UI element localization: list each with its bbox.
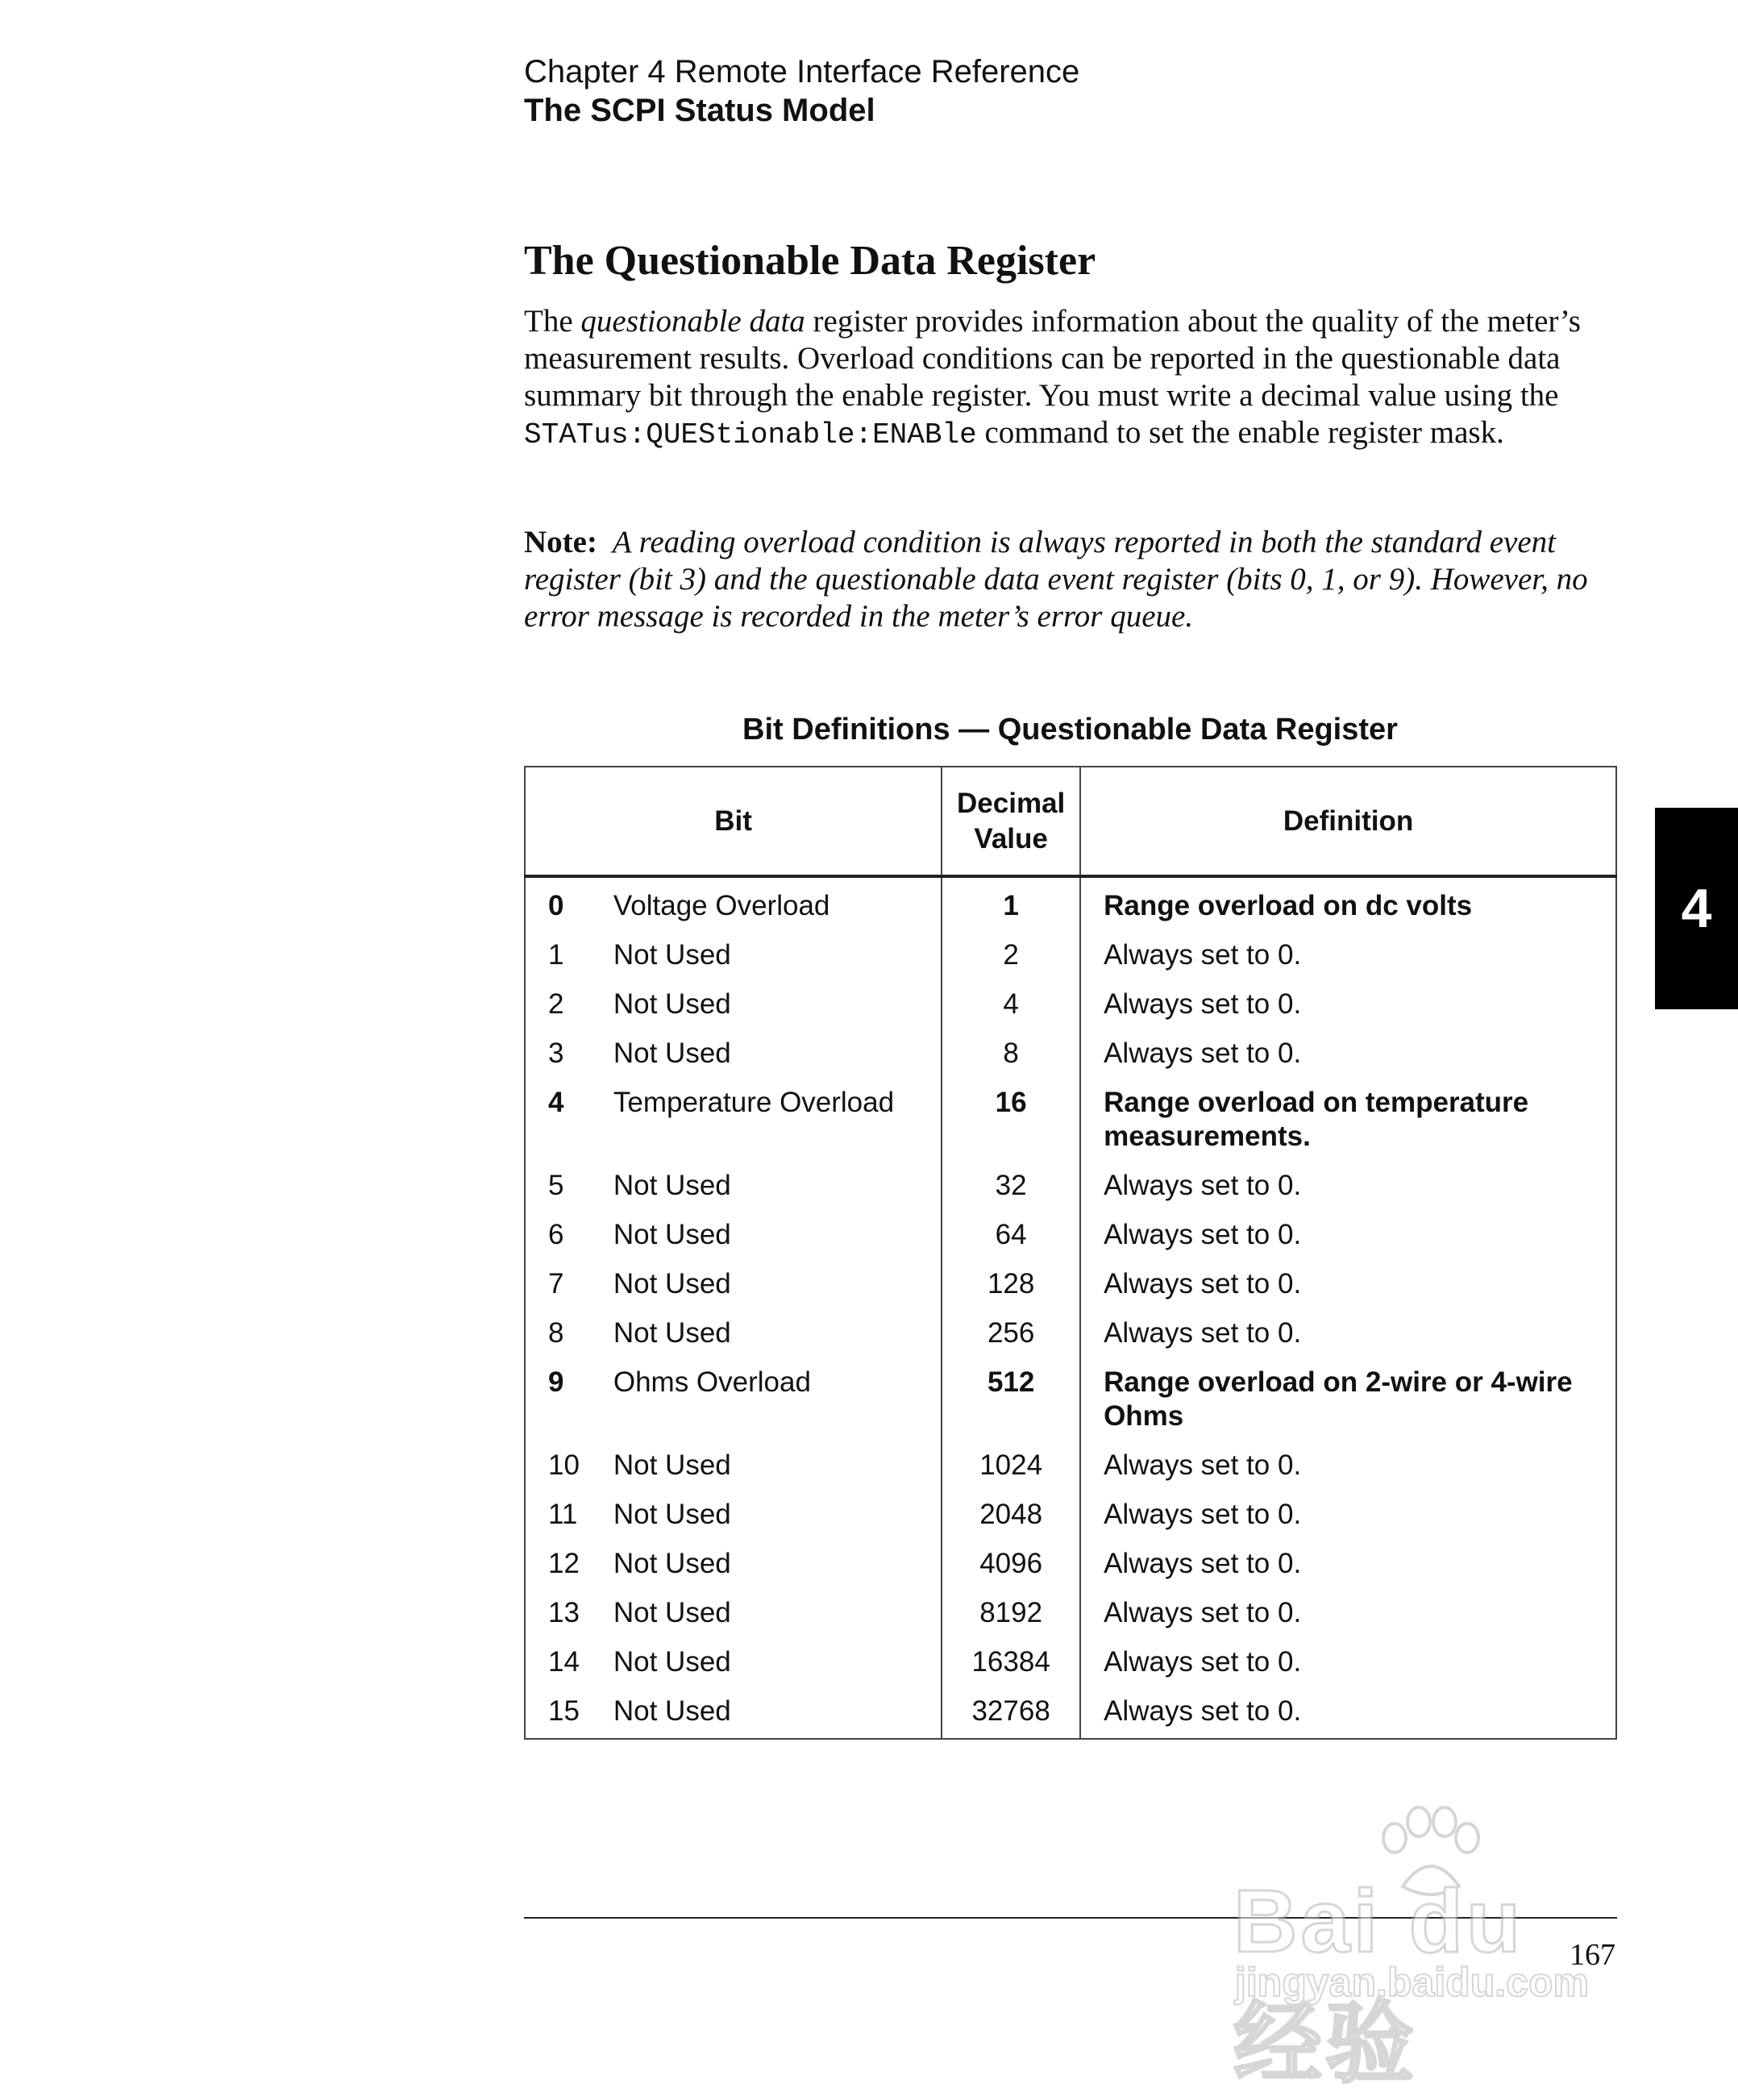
baidu-watermark — [1233, 1806, 1636, 2094]
bit-name-cell: Not Used — [613, 988, 731, 1020]
table-row — [525, 1687, 1616, 1739]
table-row — [525, 1079, 1616, 1162]
table-row — [525, 1589, 1616, 1638]
table-row — [525, 1491, 1616, 1540]
definition-cell: Always set to 0. — [1104, 1499, 1302, 1530]
body-text-post: command to set the enable register mask. — [976, 415, 1504, 450]
bit-name-cell: Not Used — [613, 1268, 731, 1300]
bit-number-cell: 14 — [548, 1646, 580, 1678]
bit-number-cell: 15 — [548, 1695, 580, 1727]
running-header-section: The SCPI Status Model — [524, 93, 875, 128]
bit-number-cell: 11 — [548, 1499, 578, 1530]
table-row — [525, 876, 1616, 931]
header-decimal-value — [942, 767, 1080, 876]
definition-cell: Always set to 0. — [1104, 1038, 1302, 1069]
bit-number-cell: 5 — [548, 1170, 564, 1201]
definition-cell: Range overload on dc volts — [1104, 890, 1473, 921]
decimal-value-cell: 512 — [942, 1358, 1080, 1441]
definition-cell: Range overload on temperature measurements. — [1104, 1087, 1529, 1152]
bit-number-cell: 3 — [548, 1038, 564, 1069]
definition-cell: Always set to 0. — [1104, 1449, 1302, 1481]
decimal-value-cell: 16 — [942, 1079, 1080, 1162]
bit-name-cell: Not Used — [613, 1170, 731, 1201]
table-row — [525, 1211, 1616, 1260]
header-decimal-line1: Decimal — [957, 787, 1066, 819]
running-header-chapter: Chapter 4 Remote Interface Reference — [524, 54, 1080, 89]
bit-name-cell: Temperature Overload — [613, 1087, 895, 1118]
body-text-mid: register provides information about the quality of the meter’s measurement results. Overload conditions can be reported in the questionable data summary bit through the enable register. You must write a decimal value using the — [524, 304, 1581, 413]
bit-name-cell: Not Used — [613, 1695, 731, 1727]
table-header-row — [525, 767, 1616, 876]
bit-number-cell: 0 — [548, 890, 564, 921]
bit-number-cell: 7 — [548, 1268, 564, 1300]
bit-number-cell: 12 — [548, 1548, 580, 1579]
definition-cell: Always set to 0. — [1104, 988, 1302, 1020]
bit-name-cell: Ohms Overload — [613, 1366, 811, 1398]
watermark-url: jingyan.baidu.com — [1235, 1960, 1589, 2005]
bit-name-cell: Not Used — [613, 1548, 731, 1579]
page-number: 167 — [1570, 1938, 1615, 1972]
definition-cell: Always set to 0. — [1104, 1219, 1302, 1250]
bit-name-cell: Not Used — [613, 1317, 731, 1349]
decimal-value-cell: 4 — [942, 980, 1080, 1029]
decimal-value-cell: 2048 — [942, 1491, 1080, 1540]
definition-cell: Always set to 0. — [1104, 1597, 1302, 1628]
definition-cell: Always set to 0. — [1104, 1268, 1302, 1300]
decimal-value-cell: 128 — [942, 1260, 1080, 1309]
body-paragraph — [524, 303, 1685, 454]
table-body — [525, 876, 1616, 1739]
table-row — [525, 1358, 1616, 1441]
table-row — [525, 931, 1616, 980]
bit-definitions-table — [524, 766, 1617, 1740]
bit-number-cell: 1 — [548, 939, 564, 971]
decimal-value-cell: 4096 — [942, 1540, 1080, 1589]
body-text-pre: The — [524, 304, 581, 339]
note-paragraph — [524, 524, 1653, 635]
decimal-value-cell: 32768 — [942, 1687, 1080, 1739]
decimal-value-cell: 1024 — [942, 1441, 1080, 1491]
definition-cell: Always set to 0. — [1104, 1317, 1302, 1349]
chapter-tab: 4 — [1655, 808, 1738, 1009]
table-row — [525, 1162, 1616, 1211]
note-label: Note: — [524, 525, 597, 559]
section-title: The Questionable Data Register — [524, 238, 1096, 284]
bit-name-cell: Voltage Overload — [613, 890, 830, 921]
definition-cell: Always set to 0. — [1104, 1548, 1302, 1579]
bit-number-cell: 6 — [548, 1219, 564, 1250]
decimal-value-cell: 256 — [942, 1309, 1080, 1358]
definition-cell: Always set to 0. — [1104, 939, 1302, 971]
table-row — [525, 1638, 1616, 1687]
bit-name-cell: Not Used — [613, 1219, 731, 1250]
table-row — [525, 1029, 1616, 1079]
table-row — [525, 1441, 1616, 1491]
decimal-value-cell: 8 — [942, 1029, 1080, 1079]
table-row — [525, 980, 1616, 1029]
body-text-emphasis: questionable data — [580, 304, 805, 339]
bit-name-cell: Not Used — [613, 1597, 731, 1628]
bit-name-cell: Not Used — [613, 1646, 731, 1678]
table-row — [525, 1540, 1616, 1589]
definition-cell: Always set to 0. — [1104, 1646, 1302, 1678]
decimal-value-cell: 32 — [942, 1162, 1080, 1211]
decimal-value-cell: 64 — [942, 1211, 1080, 1260]
decimal-value-cell: 1 — [942, 876, 1080, 931]
note-text: A reading overload condition is always reported in both the standard event register (bit 3) and the questionable data event register (bits 0, 1, or 9). However, no error message is recorded in the meter’s error queue. — [524, 525, 1588, 634]
bit-number-cell: 4 — [548, 1087, 564, 1118]
bit-number-cell: 8 — [548, 1317, 564, 1349]
bit-name-cell: Not Used — [613, 1038, 731, 1069]
table-title: Bit Definitions — Questionable Data Register — [742, 713, 1398, 746]
table-row — [525, 1260, 1616, 1309]
decimal-value-cell: 16384 — [942, 1638, 1080, 1687]
scpi-command: STATus:QUEStionable:ENABle — [524, 418, 977, 451]
decimal-value-cell: 8192 — [942, 1589, 1080, 1638]
header-definition: Definition — [1080, 767, 1616, 876]
table-row — [525, 1309, 1616, 1358]
bit-number-cell: 9 — [548, 1366, 564, 1398]
bit-name-cell: Not Used — [613, 939, 731, 971]
definition-cell: Always set to 0. — [1104, 1695, 1302, 1727]
bit-number-cell: 2 — [548, 988, 564, 1020]
header-bit: Bit — [525, 767, 942, 876]
decimal-value-cell: 2 — [942, 931, 1080, 980]
definition-cell: Always set to 0. — [1104, 1170, 1302, 1201]
header-decimal-line2: Value — [974, 822, 1048, 855]
definition-cell: Range overload on 2-wire or 4-wire Ohms — [1104, 1366, 1573, 1432]
watermark-brand: Bai du 经验 — [1233, 1872, 1524, 2094]
bit-number-cell: 10 — [548, 1449, 580, 1481]
bit-name-cell: Not Used — [613, 1449, 731, 1481]
bit-number-cell: 13 — [548, 1597, 580, 1628]
bit-name-cell: Not Used — [613, 1499, 731, 1530]
